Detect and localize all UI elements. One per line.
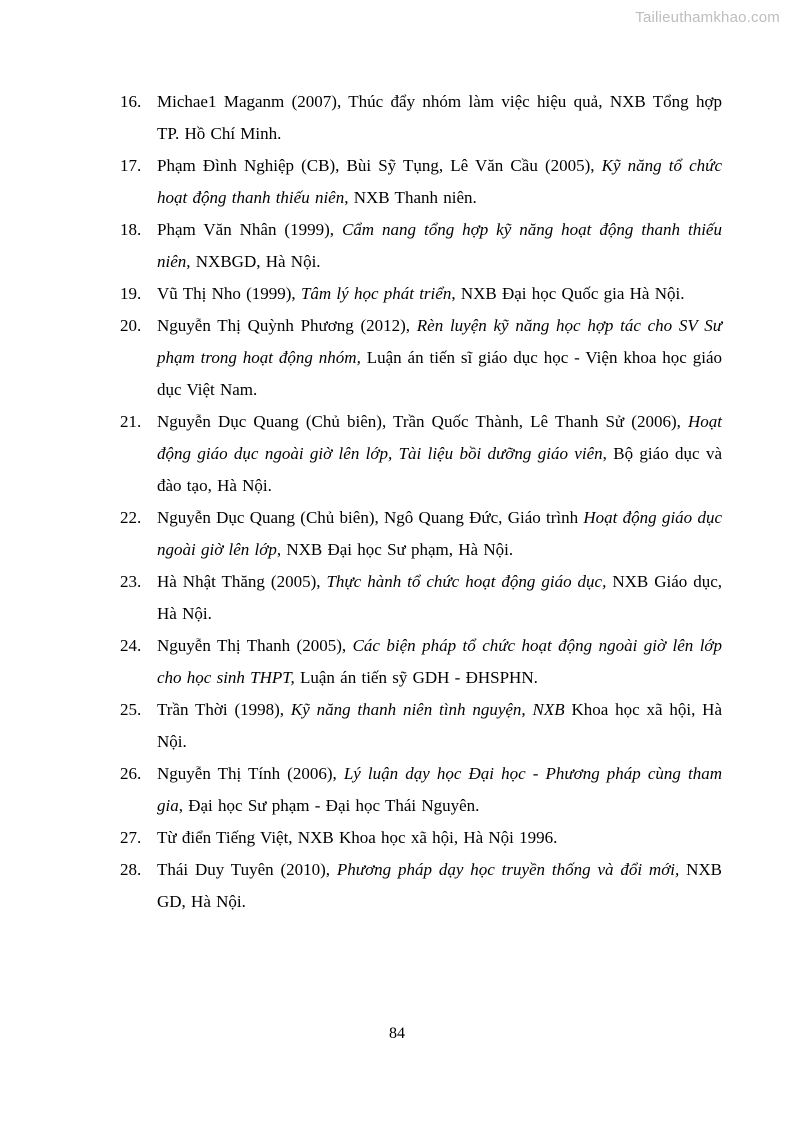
reference-item	[120, 566, 722, 630]
reference-item	[120, 278, 722, 310]
reference-text: Các biện pháp tổ chức hoạt động ngoài giờ lên lớp cho học sinh THPT,	[157, 636, 722, 687]
reference-item	[120, 150, 722, 214]
reference-text: Kỹ năng tổ chức hoạt động thanh thiếu niên	[157, 156, 722, 207]
reference-text: Trần Thời (1998),	[157, 700, 291, 719]
reference-item	[120, 502, 722, 566]
reference-text: Thái Duy Tuyên (2010),	[157, 860, 337, 879]
reference-item	[120, 630, 722, 694]
reference-number: 28.	[120, 860, 142, 879]
reference-number: 20.	[120, 316, 142, 335]
reference-number: 17.	[120, 156, 142, 175]
reference-text: Michae1 Maganm (2007), Thúc đẩy nhóm làm việc hiệu quả, NXB Tổng hợp TP. Hồ Chí Minh.	[157, 92, 722, 143]
reference-text: Nguyễn Thị Quỳnh Phương (2012),	[157, 316, 417, 335]
watermark-text: Tailieuthamkhao.com	[635, 9, 780, 26]
reference-text: Từ điển Tiếng Việt, NXB Khoa học xã hội, Hà Nội 1996.	[157, 828, 558, 847]
reference-text: NXB Giáo dục, Hà Nội.	[157, 572, 723, 623]
reference-text: Thực hành tổ chức hoạt động giáo dục,	[326, 572, 607, 591]
reference-text: Nguyễn Dục Quang (Chủ biên), Trần Quốc Thành, Lê Thanh Sử (2006),	[157, 412, 688, 431]
reference-text: Luận án tiến sĩ giáo dục học - Viện khoa học giáo dục Việt Nam.	[157, 348, 722, 399]
reference-text: Phạm Đình Nghiệp (CB), Bùi Sỹ Tụng, Lê Văn Cầu (2005),	[157, 156, 602, 175]
reference-text: , NXB Đại học Sư phạm, Hà Nội.	[276, 540, 514, 559]
reference-text: NXBGD, Hà Nội.	[190, 252, 321, 271]
reference-text: Lý luận dạy học Đại học - Phương pháp cùng tham gia	[157, 764, 722, 815]
reference-text: Nguyễn Thị Thanh (2005),	[157, 636, 353, 655]
reference-text: Hoạt động giáo dục ngoài giờ lên lớp, Tài liệu bồi dưỡng giáo viên	[157, 412, 722, 463]
reference-number: 25.	[120, 700, 142, 719]
references-list	[120, 86, 722, 918]
reference-number: 21.	[120, 412, 142, 431]
reference-number: 27.	[120, 828, 142, 847]
reference-text: , NXB Thanh niên.	[344, 188, 477, 207]
reference-text: Nguyễn Dục Quang (Chủ biên), Ngô Quang Đức, Giáo trình	[157, 508, 584, 527]
reference-number: 19.	[120, 284, 142, 303]
reference-number: 22.	[120, 508, 142, 527]
reference-text: Khoa học xã hội, Hà Nội.	[157, 700, 722, 751]
reference-text: Cẩm nang tổng hợp kỹ năng hoạt động thanh thiếu niên,	[157, 220, 722, 271]
reference-text: NXB GD, Hà Nội.	[157, 860, 722, 911]
reference-item	[120, 214, 722, 278]
reference-number: 16.	[120, 92, 142, 111]
reference-text: , NXB Đại học Quốc gia Hà Nội.	[451, 284, 685, 303]
reference-number: 18.	[120, 220, 142, 239]
reference-text: Nguyễn Thị Tính (2006),	[157, 764, 344, 783]
reference-text: Vũ Thị Nho (1999),	[157, 284, 301, 303]
reference-number: 26.	[120, 764, 142, 783]
reference-text: Hoạt động giáo dục ngoài giờ lên lớp	[157, 508, 722, 559]
reference-item	[120, 694, 722, 758]
page-number: 84	[389, 1025, 405, 1042]
reference-text: Hà Nhật Thăng (2005),	[157, 572, 327, 591]
reference-text: Luận án tiến sỹ GDH - ĐHSPHN.	[294, 668, 538, 687]
reference-item	[120, 854, 722, 918]
reference-text: Kỹ năng thanh niên tình nguyện, NXB	[290, 700, 565, 719]
reference-text: Tâm lý học phát triển	[300, 284, 452, 303]
reference-item	[120, 758, 722, 822]
reference-text: Rèn luyện kỹ năng học hợp tác cho SV Sư phạm trong hoạt động nhóm,	[157, 316, 722, 367]
reference-number: 24.	[120, 636, 142, 655]
reference-item	[120, 406, 722, 502]
reference-item	[120, 310, 722, 406]
reference-text: Phạm Văn Nhân (1999),	[157, 220, 342, 239]
reference-number: 23.	[120, 572, 142, 591]
reference-item	[120, 822, 722, 854]
reference-text: , Bộ giáo dục và đào tạo, Hà Nội.	[157, 444, 722, 495]
reference-text: Phương pháp dạy học truyền thống và đổi mới,	[336, 860, 680, 879]
reference-item	[120, 86, 722, 150]
reference-text: , Đại học Sư phạm - Đại học Thái Nguyên.	[178, 796, 480, 815]
